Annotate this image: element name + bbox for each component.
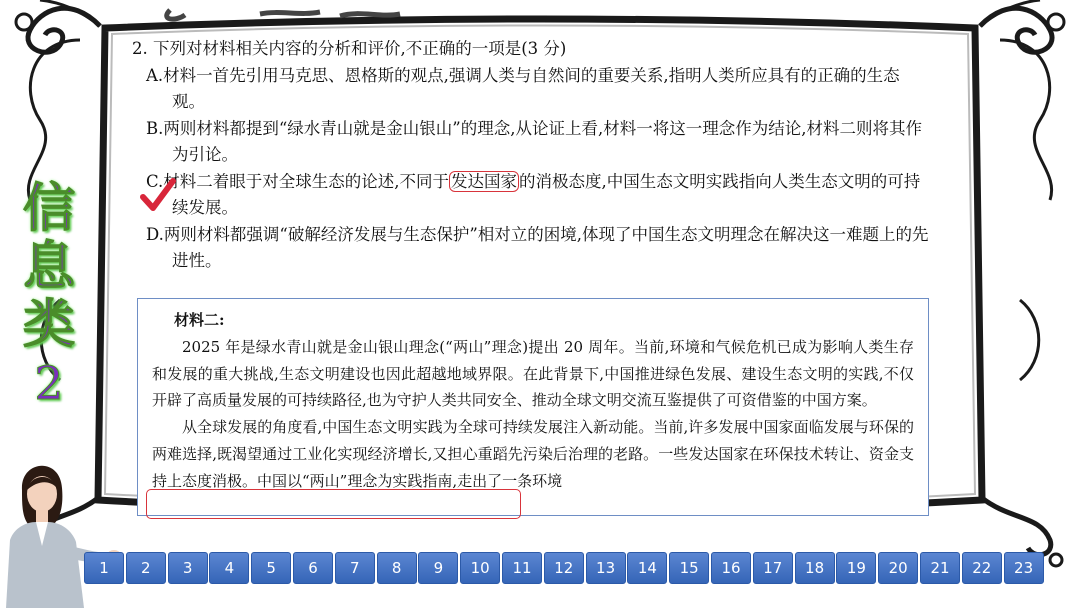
option-d bbox=[132, 222, 932, 275]
side-title-char-3: 类 bbox=[22, 295, 75, 355]
page-button-12[interactable]: 12 bbox=[544, 552, 584, 584]
option-text-pre: 材料二着眼于对全球生态的论述,不同于 bbox=[163, 171, 450, 191]
option-c bbox=[132, 169, 932, 222]
material-title: 材料二: bbox=[174, 311, 225, 329]
page-button-7[interactable]: 7 bbox=[335, 552, 375, 584]
page-button-6[interactable]: 6 bbox=[293, 552, 333, 584]
material-passage bbox=[137, 298, 929, 516]
option-text: 两则材料都强调“破解经济发展与生态保护”相对立的困境,体现了中国生态文明理念在解决这一难题上的先进性。 bbox=[163, 224, 929, 270]
option-letter: C. bbox=[146, 171, 164, 191]
page-button-9[interactable]: 9 bbox=[418, 552, 458, 584]
highlight-box bbox=[146, 489, 521, 519]
page-button-18[interactable]: 18 bbox=[795, 552, 835, 584]
page-button-22[interactable]: 22 bbox=[962, 552, 1002, 584]
page-button-4[interactable]: 4 bbox=[209, 552, 249, 584]
option-text: 两则材料都提到“绿水青山就是金山银山”的理念,从论证上看,材料一将这一理念作为结论,材料二则将其作为引论。 bbox=[163, 118, 922, 164]
page-button-21[interactable]: 21 bbox=[920, 552, 960, 584]
checkmark-icon bbox=[140, 178, 176, 214]
option-letter: B. bbox=[146, 118, 164, 138]
presenter-illustration bbox=[0, 450, 120, 608]
page-button-20[interactable]: 20 bbox=[878, 552, 918, 584]
page-button-10[interactable]: 10 bbox=[460, 552, 500, 584]
side-title-number: 2 bbox=[34, 356, 64, 410]
question-block bbox=[132, 36, 932, 275]
page-button-16[interactable]: 16 bbox=[711, 552, 751, 584]
page-button-15[interactable]: 15 bbox=[669, 552, 709, 584]
page-button-19[interactable]: 19 bbox=[836, 552, 876, 584]
option-text: 材料一首先引用马克思、恩格斯的观点,强调人类与自然间的重要关系,指明人类所应具有的正确的生态观。 bbox=[163, 65, 900, 111]
material-paragraph-2: 从全球发展的角度看,中国生态文明实践为全球可持续发展注入新动能。当前,许多发展中国家面临发展与环保的两难选择,既渴望通过工业化实现经济增长,又担心重蹈先污染后治理的老路。一些发达国家在环保技术转让、资金支持上态度消极。中国以“两山”理念为实践指南,走出了一条环境 bbox=[152, 418, 914, 490]
page-button-8[interactable]: 8 bbox=[377, 552, 417, 584]
option-b bbox=[132, 116, 932, 169]
side-title-char-2: 息 bbox=[22, 237, 75, 297]
page-button-11[interactable]: 11 bbox=[502, 552, 542, 584]
page-button-14[interactable]: 14 bbox=[627, 552, 667, 584]
option-a bbox=[132, 63, 932, 116]
page-button-3[interactable]: 3 bbox=[168, 552, 208, 584]
option-letter: A. bbox=[146, 65, 164, 85]
question-stem: 2. 下列对材料相关内容的分析和评价,不正确的一项是(3 分) bbox=[132, 39, 567, 58]
page-button-2[interactable]: 2 bbox=[126, 552, 166, 584]
page-button-13[interactable]: 13 bbox=[586, 552, 626, 584]
option-text-post: 的消极态度,中国生态文明实践指向人类生态文明的可持续发展。 bbox=[172, 171, 921, 217]
side-title bbox=[18, 180, 80, 412]
page-button-1[interactable]: 1 bbox=[84, 552, 124, 584]
highlighted-phrase: 发达国家 bbox=[451, 171, 518, 191]
side-title-char-1: 信 bbox=[22, 179, 75, 239]
page-button-17[interactable]: 17 bbox=[753, 552, 793, 584]
page-button-23[interactable]: 23 bbox=[1004, 552, 1044, 584]
material-paragraph-1: 2025 年是绿水青山就是金山银山理念(“两山”理念)提出 20 周年。当前,环境和气候危机已成为影响人类生存和发展的重大挑战,生态文明建设也因此超越地域界限。在此背景下,中国推进绿色发展、建设生态文明的实践,不仅开辟了高质量发展的可持续路径,也为守护人类共同安全、推动全球文明交流互鉴提供了可资借鉴的中国方案。 bbox=[152, 337, 914, 410]
option-letter: D. bbox=[146, 224, 164, 244]
page-button-5[interactable]: 5 bbox=[251, 552, 291, 584]
